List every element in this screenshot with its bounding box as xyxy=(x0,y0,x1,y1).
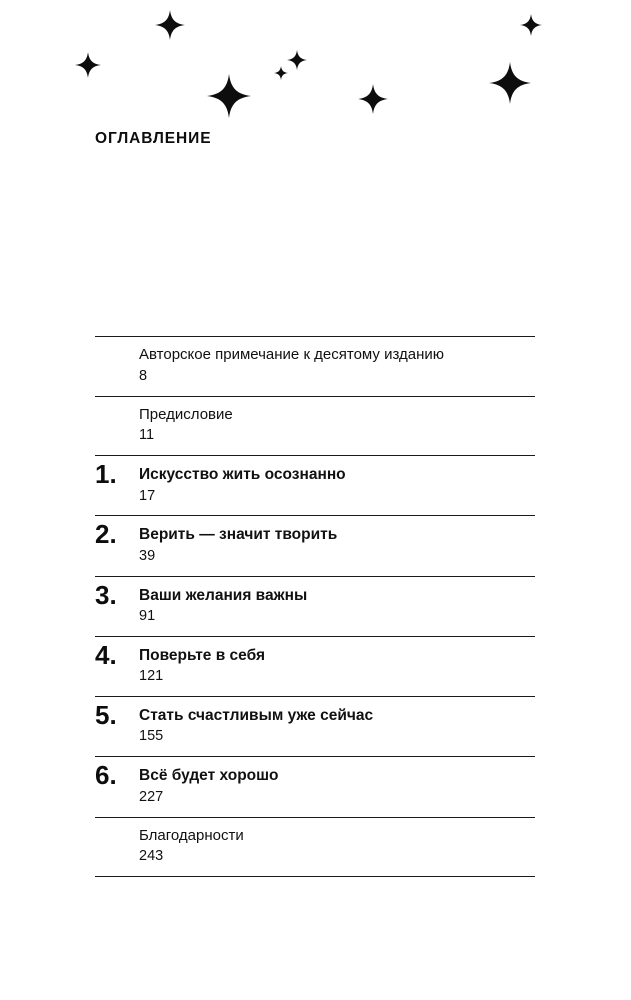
toc-entry-label: Ваши желания важны xyxy=(139,586,308,604)
toc-entry[interactable] xyxy=(95,636,535,696)
toc-entry-label: Всё будет хорошо xyxy=(139,767,279,785)
toc-entry[interactable] xyxy=(95,396,535,456)
sparkle-4-point xyxy=(75,52,101,78)
toc-entry-label: Искусство жить осознанно xyxy=(139,466,346,484)
toc-entry-label: Предисловие xyxy=(139,405,233,423)
toc-entry-body xyxy=(139,766,535,806)
toc-entry-body xyxy=(139,646,535,686)
sparkle-4-point xyxy=(274,66,288,80)
toc-entry-label: Авторское примечание к десятому изданию xyxy=(139,346,445,363)
toc-entry-body xyxy=(139,706,535,746)
sparkle-4-point xyxy=(520,14,542,36)
sparkle-4-point xyxy=(287,50,307,70)
toc-entry-body xyxy=(139,525,535,565)
toc-entry[interactable] xyxy=(95,515,535,575)
toc-entry-page-number: 8 xyxy=(139,367,148,384)
toc-entry[interactable] xyxy=(95,576,535,636)
sparkle-4-point xyxy=(358,84,388,114)
toc-entry-body xyxy=(139,827,535,867)
toc-entry-label: Стать счастливым уже сейчас xyxy=(139,707,374,725)
toc-entry-page-number: 155 xyxy=(139,728,164,745)
toc-entry-page-number: 121 xyxy=(139,668,164,685)
sparkle-4-point xyxy=(489,62,531,104)
toc-entry-body xyxy=(139,586,535,626)
toc-entry-label: Благодарности xyxy=(139,826,244,844)
toc-entry-number: 4. xyxy=(95,639,117,670)
toc-entry-body xyxy=(139,406,535,446)
toc-entry-body xyxy=(139,465,535,505)
table-of-contents-list xyxy=(95,336,535,877)
toc-entry-page-number: 227 xyxy=(139,788,164,805)
page-title: ОГЛАВЛЕНИЕ xyxy=(95,130,212,147)
toc-entry-number: 6. xyxy=(95,760,117,791)
toc-entry-number: 1. xyxy=(95,459,117,490)
toc-entry[interactable] xyxy=(95,756,535,816)
toc-entry[interactable] xyxy=(95,817,535,878)
sparkle-4-point xyxy=(207,74,251,118)
toc-entry[interactable] xyxy=(95,696,535,756)
decorative-sparkles xyxy=(0,0,631,140)
toc-entry[interactable] xyxy=(95,336,535,396)
sparkle-4-point xyxy=(155,10,185,40)
toc-entry-number: 2. xyxy=(95,519,117,550)
toc-entry-page-number: 243 xyxy=(139,848,164,865)
toc-entry-page-number: 17 xyxy=(139,487,156,504)
toc-entry-label: Верить — значит творить xyxy=(139,526,338,544)
toc-entry[interactable] xyxy=(95,455,535,515)
toc-entry-number: 5. xyxy=(95,700,117,731)
toc-entry-page-number: 11 xyxy=(139,427,155,444)
toc-entry-label: Поверьте в себя xyxy=(139,646,265,664)
toc-entry-page-number: 39 xyxy=(139,547,156,564)
toc-entry-number: 3. xyxy=(95,579,117,610)
toc-entry-body xyxy=(139,346,535,386)
toc-entry-page-number: 91 xyxy=(139,608,156,624)
